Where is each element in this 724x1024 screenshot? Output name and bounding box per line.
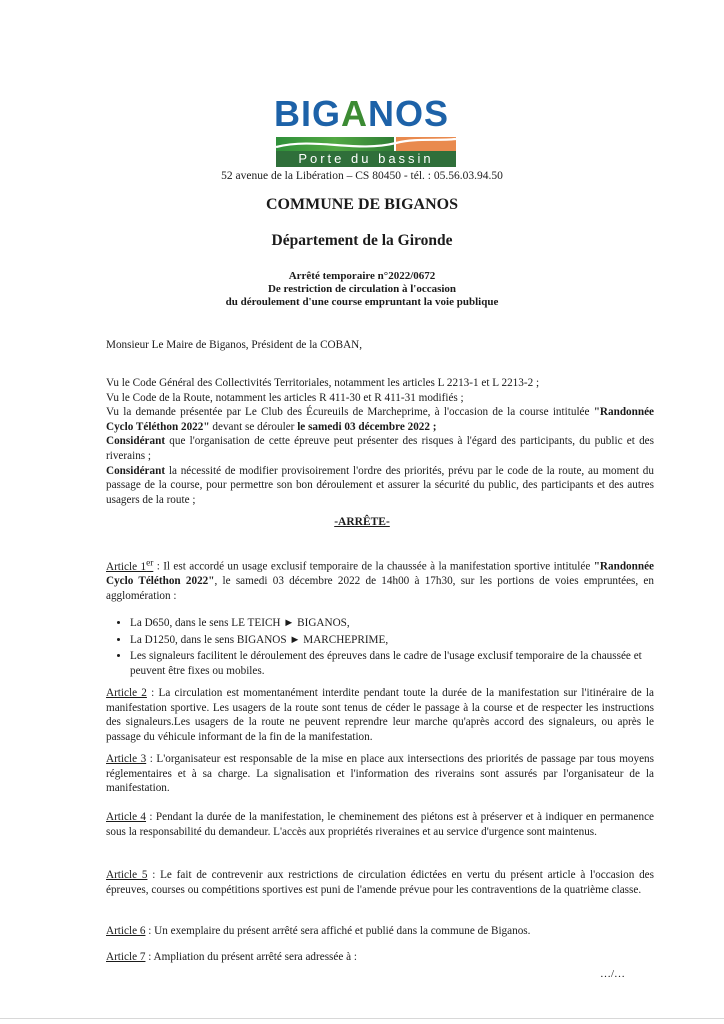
article-1-list — [106, 616, 678, 680]
biganos-logo — [268, 95, 460, 169]
vu-code-collectivites: Vu le Code Général des Collectivités Territoriales, notamment les articles L 2213-1 et L 2213-2 ; — [106, 377, 540, 389]
list-item: • Les signaleurs facilitent le déroulement des épreuves dans le cadre de l'usage exclusif temporaire de la chaussée et peuvent être fixes ou mobiles. — [130, 649, 678, 678]
article-1-label: Article 1er — [106, 558, 154, 573]
article-7-label: Article 7 — [106, 951, 146, 963]
logo-tagline: Porte du bassin — [276, 151, 456, 167]
article-1: Article 1er : Il est accordé un usage exclusif temporaire de la chaussée à la manifestation sportive intitulée "Randonnée Cyclo Téléthon 2022", le samedi 03 décembre 2022 de 14h00 à 17h30, sur les portions de voies empruntées, en agglomération : — [106, 558, 655, 602]
commune-title: COMMUNE DE BIGANOS — [265, 196, 458, 213]
article-2-label: Article 2 — [106, 687, 147, 699]
address-line: 52 avenue de la Libération – CS 80450 - tél. : 05.56.03.94.50 — [221, 170, 503, 182]
article-5-label: Article 5 — [106, 869, 148, 881]
considerant-necessite: Considérant la nécessité de modifier provisoirement l'ordre des priorités, prévu par le code de la route, au moment du passage de la course, pour permettre son bon déroulement et assurer la sécurité du public, des participants et des autres usagers de la route ; — [106, 464, 654, 506]
vu-demande: Vu la demande présentée par Le Club des Écureuils de Marcheprime, à l'occasion de la course intitulée "Randonnée Cyclo Téléthon 2022" devant se dérouler le samedi 03 décembre 2022 ; — [106, 406, 655, 433]
arrete-subject-line-1: De restriction de circulation à l'occasion — [267, 283, 457, 295]
intro-paragraph: Monsieur Le Maire de Biganos, Président de la COBAN, — [106, 339, 363, 351]
article-2: Article 2 : La circulation est momentanément interdite pendant toute la durée de la manifestation sur l'itinéraire de la manifestation sportive. Les usagers de la route sont tenus de céder le passage à la course et de respecter les instructions des signaleurs.Les usagers de la route ne peuvent reprendre leur marche qu'après accord des signaleurs, ou après le passage du véhicule informant de la fin de la manifestation. — [106, 687, 655, 743]
article-3-label: Article 3 — [106, 753, 147, 765]
list-item: • La D650, dans le sens LE TEICH ► BIGANOS, — [130, 616, 678, 631]
article-6-label: Article 6 — [106, 925, 146, 937]
continuation-mark: …/… — [600, 968, 626, 980]
article-7: Article 7 : Ampliation du présent arrêté sera adressée à : — [106, 951, 357, 963]
department-title: Département de la Gironde — [271, 232, 453, 249]
article-4: Article 4 : Pendant la durée de la manifestation, le cheminement des piétons est à préserver et à indiquer en permanence sous la responsabilité du demandeur. L'accès aux propriétés riveraines et au service d'urgence sont maintenus. — [106, 811, 654, 838]
arrete-subject-line-2: du déroulement d'une course empruntant la voie publique — [225, 296, 499, 308]
article-5: Article 5 : Le fait de contrevenir aux restrictions de circulation édictées en vertu du présent article à l'occasion des épreuves, courses ou compétitions sportives est puni de l'amende prévue pour les contraventions de la quatrième classe. — [106, 869, 655, 896]
arrete-title-block — [0, 270, 724, 309]
list-item: • La D1250, dans le sens BIGANOS ► MARCHEPRIME, — [130, 633, 678, 648]
considerant-risques: Considérant que l'organisation de cette épreuve peut présenter des risques à l'égard des participants, du public et des riverains ; — [106, 435, 654, 462]
logo-wordmark: BIGANOS — [274, 93, 450, 134]
considerations-block — [106, 376, 654, 507]
page-bottom-divider — [0, 1018, 724, 1019]
article-4-label: Article 4 — [106, 811, 147, 823]
vu-code-route: Vu le Code de la Route, notamment les articles R 411-30 et R 411-31 modifiés ; — [106, 391, 464, 404]
arrete-heading: -ARRÊTE- — [334, 516, 390, 528]
article-6: Article 6 : Un exemplaire du présent arrêté sera affiché et publié dans la commune de Biganos. — [106, 925, 531, 937]
article-3: Article 3 : L'organisateur est responsable de la mise en place aux intersections des priorités de passage par tous moyens réglementaires et à sa charge. La signalisation et l'information des riverains sont assurés par l'organisateur de la manifestation. — [106, 753, 654, 795]
arrete-number: Arrêté temporaire n°2022/0672 — [288, 270, 436, 282]
